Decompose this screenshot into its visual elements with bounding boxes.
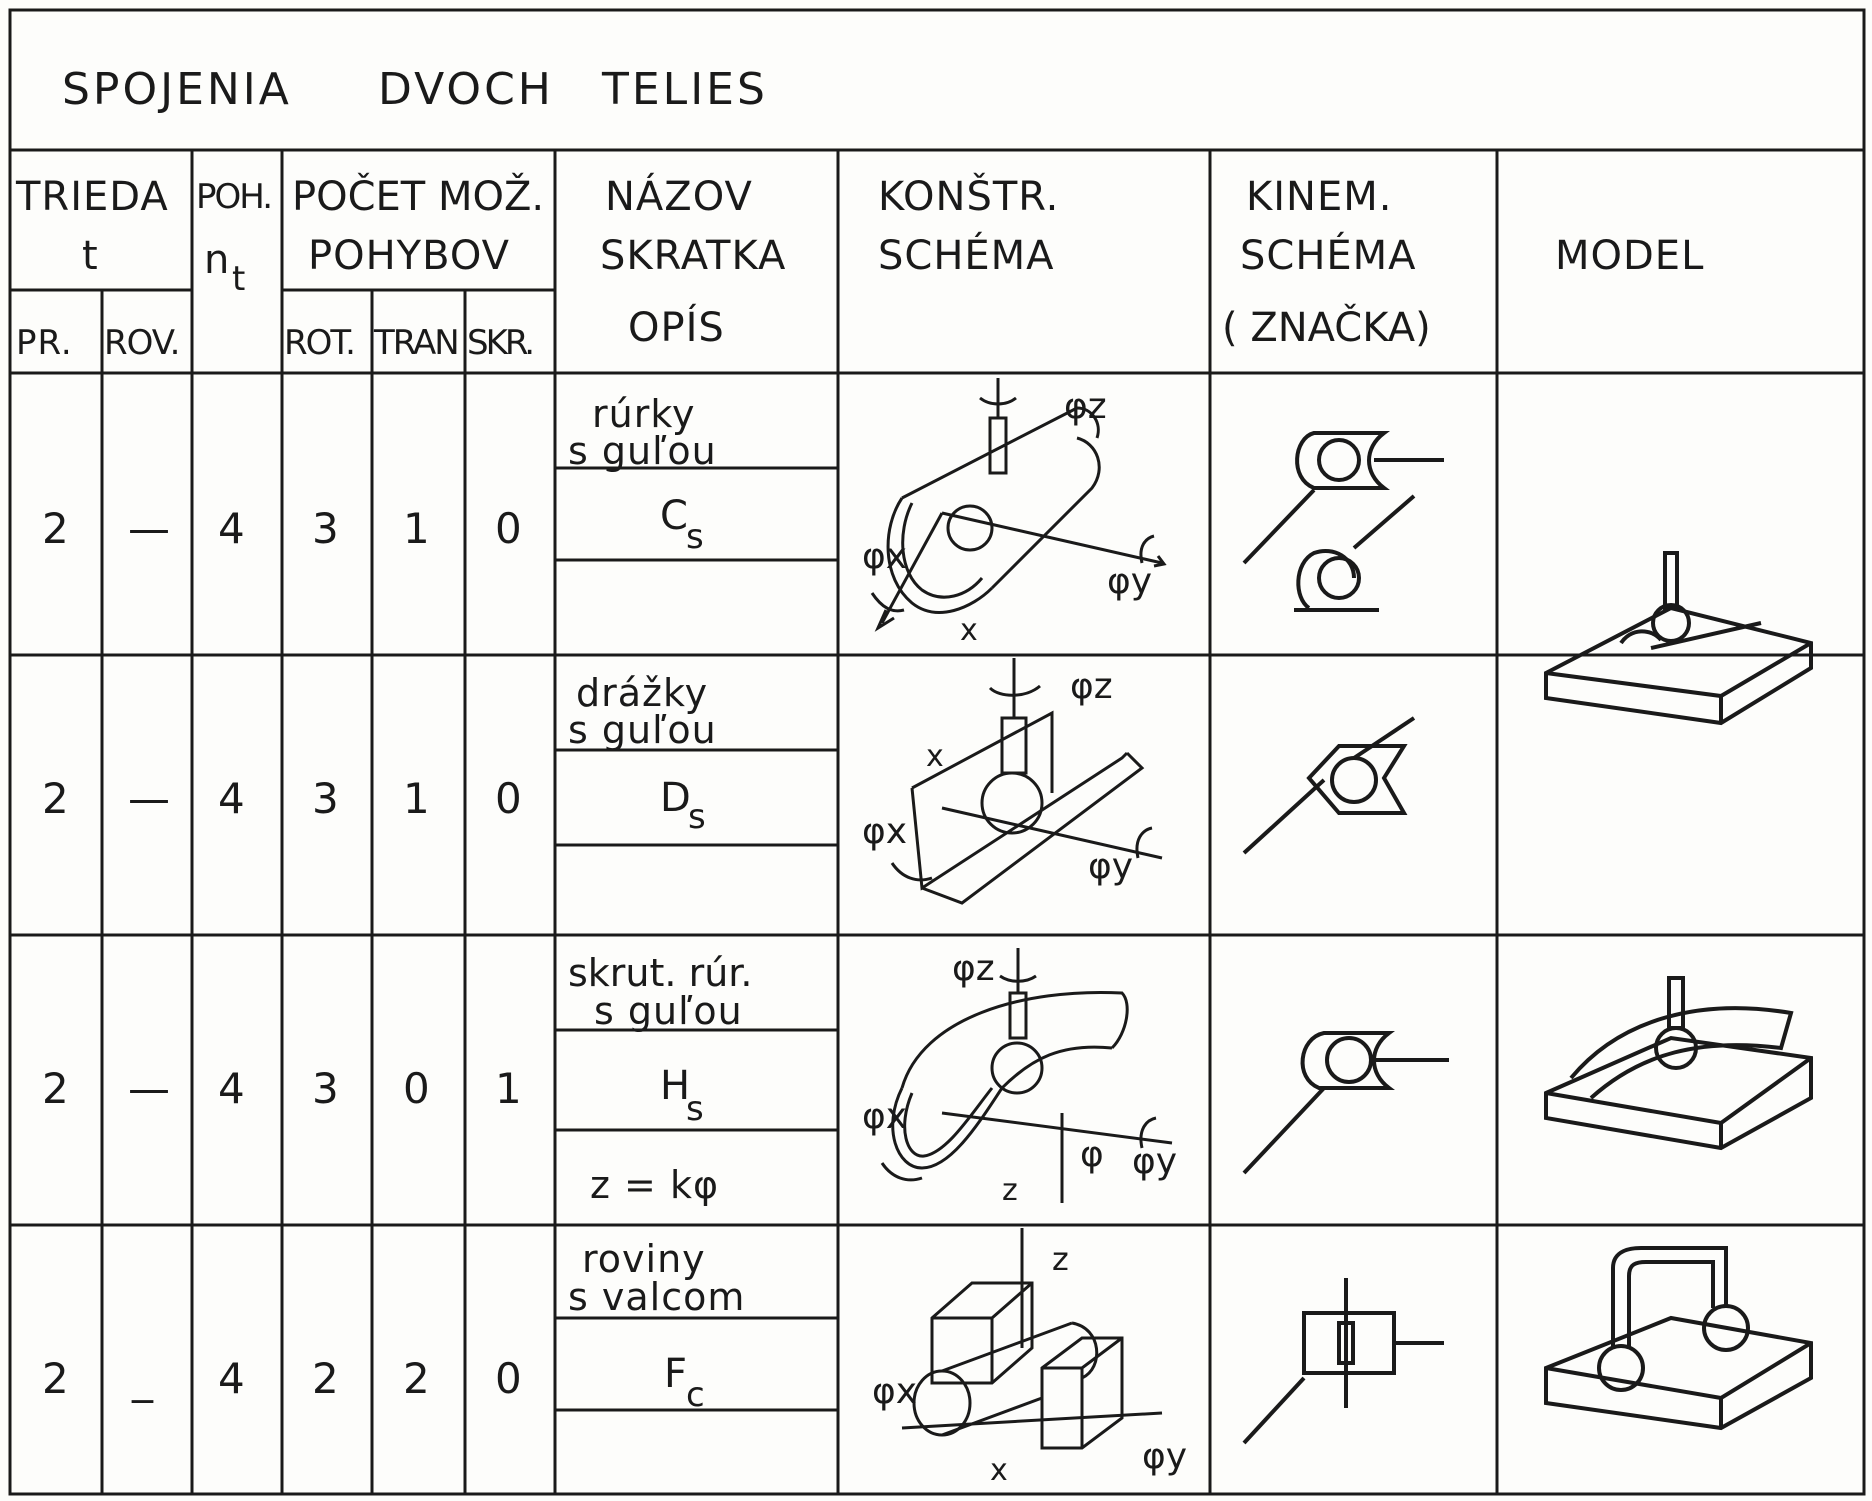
row4-skr: 0 — [495, 1354, 523, 1403]
row2-skr: 0 — [495, 774, 523, 823]
row3-abbr-sub: s — [686, 1089, 705, 1129]
schema2-x: x — [926, 739, 944, 774]
row1-poh: 4 — [218, 504, 246, 553]
row4-name-line2: s valcom — [568, 1275, 746, 1319]
construction-schema-plane-cylinder — [842, 1228, 1206, 1492]
row1-rov: — — [128, 504, 171, 553]
row2-pr: 2 — [42, 774, 70, 823]
title-word-1: SPOJENIA — [62, 64, 292, 115]
schema1-x: x — [960, 613, 978, 648]
header-konstr-line1: KONŠTR. — [878, 174, 1060, 220]
header-skratka: SKRATKA — [600, 233, 787, 279]
model-helical — [1501, 938, 1861, 1222]
row4-tran: 2 — [403, 1354, 431, 1403]
kinematic-symbol-pipe — [1214, 378, 1494, 652]
row2-abbr-sub: s — [688, 797, 707, 837]
schema2-phi-z: φz — [1070, 666, 1113, 707]
row1-name-line2: s guľou — [568, 429, 717, 473]
header-kinem-line1: KINEM. — [1246, 174, 1393, 220]
header-trieda: TRIEDA — [16, 174, 169, 220]
header-rot: ROT. — [284, 323, 354, 363]
row2-abbr: D — [660, 775, 692, 821]
row3-pr: 2 — [42, 1064, 70, 1113]
header-trieda-sub: t — [82, 233, 99, 279]
header-pocet-line2: POHYBOV — [308, 233, 510, 279]
row2-name-line2: s guľou — [568, 708, 717, 752]
header-poh: POH. — [196, 177, 272, 217]
schema1-phi-x: φx — [862, 536, 908, 577]
row3-skr: 1 — [495, 1064, 523, 1113]
header-pr: PR. — [16, 323, 73, 363]
row1-tran: 1 — [403, 504, 431, 553]
row3-poh: 4 — [218, 1064, 246, 1113]
row3-abbr: H — [660, 1063, 692, 1109]
header-poh-sub-index: t — [232, 259, 247, 299]
kinematic-symbol-helical — [1214, 938, 1494, 1222]
header-skr: SKR. — [467, 323, 533, 363]
schema2-phi-x: φx — [862, 811, 908, 852]
model-pipe-groove — [1501, 378, 1861, 932]
construction-schema-groove — [842, 658, 1206, 932]
header-opis: OPÍS — [628, 305, 725, 351]
header-kinem-line2: SCHÉMA — [1240, 233, 1417, 279]
row2-tran: 1 — [403, 774, 431, 823]
row2-poh: 4 — [218, 774, 246, 823]
schema3-z: z — [1002, 1173, 1018, 1208]
schema3-phi-x: φx — [862, 1096, 908, 1137]
row1-skr: 0 — [495, 504, 523, 553]
row2-rov: — — [128, 774, 171, 823]
construction-schema-helical — [842, 938, 1206, 1222]
row2-rot: 3 — [312, 774, 340, 823]
row4-abbr-sub: c — [686, 1375, 706, 1415]
kinematic-symbol-plane-cylinder — [1214, 1228, 1494, 1492]
header-pocet-line1: POČET MOŽ. — [292, 174, 545, 220]
schema4-phi-x: φx — [872, 1371, 918, 1412]
row1-abbr-sub: s — [686, 517, 705, 557]
row4-rot: 2 — [312, 1354, 340, 1403]
row3-opis: z = kφ — [590, 1163, 720, 1207]
row1-name-line1: rúrky — [592, 392, 696, 436]
row4-pr: 2 — [42, 1354, 70, 1403]
row4-rov: _ — [132, 1354, 154, 1403]
schema1-phi-z: φz — [1064, 386, 1107, 427]
row1-abbr: C — [660, 493, 689, 539]
schema2-phi-y: φy — [1088, 846, 1134, 887]
row3-rov: — — [128, 1064, 171, 1113]
schema3-phi-z: φz — [952, 948, 995, 989]
title-word-2: DVOCH — [378, 64, 554, 115]
row4-poh: 4 — [218, 1354, 246, 1403]
model-plane-cylinder — [1501, 1228, 1861, 1492]
header-rov: ROV. — [104, 323, 180, 363]
row1-pr: 2 — [42, 504, 70, 553]
row2-name-line1: drážky — [576, 671, 709, 715]
row3-name-line1: skrut. rúr. — [568, 951, 753, 995]
header-poh-sub: n — [204, 237, 231, 283]
schema3-phi-y: φy — [1132, 1141, 1178, 1182]
schema4-z: z — [1052, 1240, 1069, 1278]
row3-tran: 0 — [403, 1064, 431, 1113]
row1-rot: 3 — [312, 504, 340, 553]
title-word-3: TELIES — [602, 64, 768, 115]
schema3-phi: φ — [1080, 1134, 1104, 1175]
kinematic-symbol-groove — [1214, 658, 1494, 932]
schema4-phi-y: φy — [1142, 1436, 1188, 1477]
header-model: MODEL — [1555, 233, 1705, 279]
header-nazov: NÁZOV — [605, 174, 753, 220]
header-tran: TRAN — [374, 323, 458, 363]
row3-name-line2: s guľou — [594, 989, 743, 1033]
header-konstr-line2: SCHÉMA — [878, 233, 1055, 279]
schema1-phi-y: φy — [1107, 561, 1153, 602]
header-kinem-line3: ( ZNAČKA) — [1222, 305, 1431, 351]
schema4-x: x — [990, 1453, 1008, 1488]
construction-schema-pipe — [842, 378, 1206, 652]
row3-rot: 3 — [312, 1064, 340, 1113]
row4-abbr: F — [664, 1351, 689, 1397]
row4-name-line1: roviny — [582, 1237, 706, 1281]
